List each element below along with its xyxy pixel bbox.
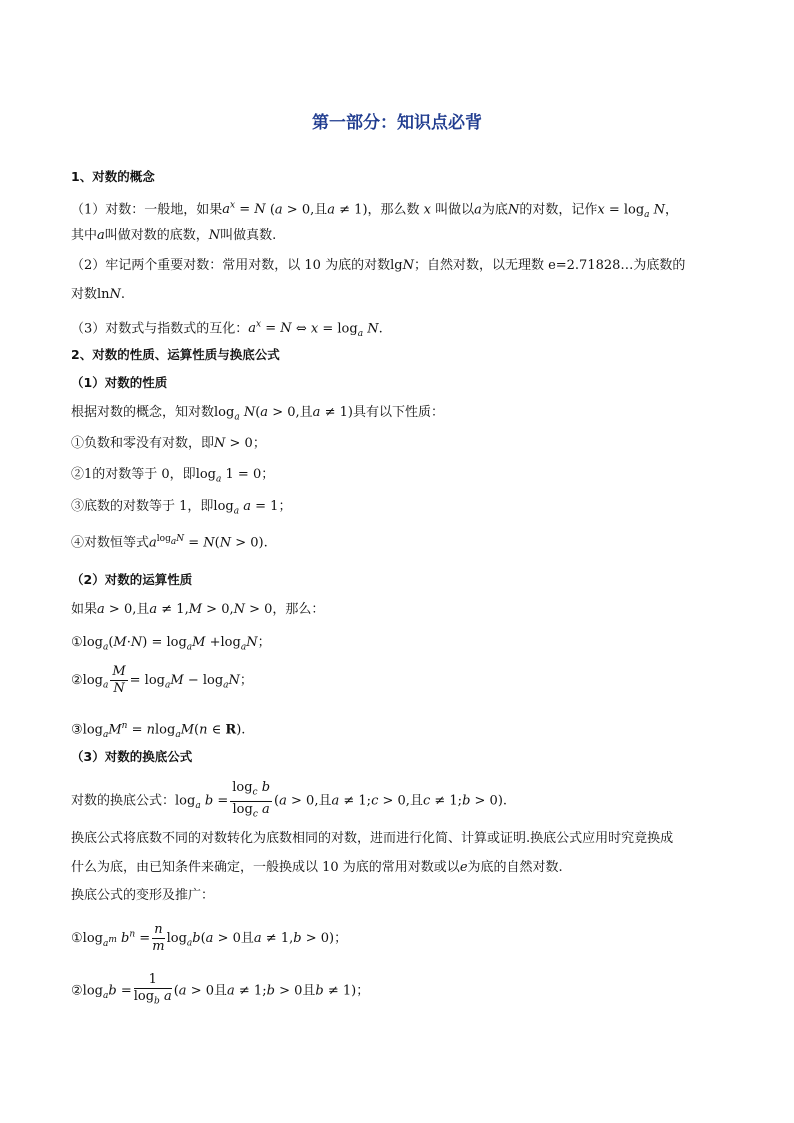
text: （2）牢记两个重要对数：常用对数，以 10 为底的对数 [71, 258, 391, 273]
text: 对数的换底公式： [71, 793, 176, 809]
text: 为底的自然对数. [467, 860, 563, 875]
text: ；自然对数，以无理数 e=2.71828…为底数的 [413, 258, 686, 273]
change-of-base-variants-heading: 换底公式的变形及推广： [71, 888, 215, 903]
text: ； [278, 499, 292, 514]
paragraph-1-2: （2）牢记两个重要对数：常用对数，以 10 为底的对数lgN；自然对数，以无理数 e=2.71828…为底数的 [71, 258, 686, 273]
property-4: ④对数恒等式$a^{log_aN} = N(N > 0)$. [71, 534, 268, 551]
text: ②1的对数等于 0，即 [71, 467, 196, 482]
text: （3）对数式与指数式的互化： [71, 321, 249, 337]
subheading-change-of-base: （3）对数的换底公式 [71, 749, 193, 764]
text: 如果 [71, 602, 98, 617]
text: . [378, 321, 383, 337]
text: ； [261, 467, 275, 482]
text: ； [334, 931, 348, 946]
paragraph-1-2-cont: 对数lnN. [71, 287, 126, 302]
text: ； [257, 635, 271, 650]
text: 什么为底，由已知条件来确定，一般换成以 10 为底的常用对数或以 [71, 860, 460, 875]
text: ①负数和零没有对数，即 [71, 436, 215, 451]
change-of-base-explain-1: 换底公式将底数不同的对数转化为底数相同的对数，进而进行化简、计算或证明.换底公式应用时究竟换成 [71, 831, 674, 846]
text: ， [665, 202, 679, 218]
text: ③ [71, 722, 83, 738]
properties-intro: 根据对数的概念，知对数$\log_a N(a > 0$,且a ≠ 1)具有以下性质： [71, 405, 444, 423]
property-2: ②1的对数等于 0，即$\log_a 1 = 0$； [71, 467, 275, 485]
text: . [502, 793, 508, 809]
text: ① [71, 931, 83, 946]
text: . [263, 535, 268, 551]
variant-1: $①\log_{a^m}$ $b^n$ = $\frac{n}{m}$ $\log_ab(a > 0$且a ≠ 1,b > 0)； [71, 922, 348, 954]
text: ； [252, 436, 266, 451]
text: 对数 [71, 287, 98, 302]
text: ； [356, 983, 370, 999]
page-title: 第一部分：知识点必背 [312, 113, 482, 133]
variant-2: $②\log_ab$ = $\frac{1}{\log_b a}$ (a > 0且a ≠ 1;b > 0且b ≠ 1)； [71, 972, 370, 1007]
text: . [120, 287, 126, 302]
operation-3: $③\log_aM^n = nlog_aM(n$ ∈ R). [71, 721, 246, 740]
formula: $a^x = N$ [222, 201, 266, 218]
text: 为底 [481, 202, 508, 218]
text: 根据对数的概念，知对数 [71, 405, 215, 420]
paragraph-1-1: （1）对数：一般地，如果$a^x = N$ (a > 0,且a ≠ 1)，那么数 x 叫做以a为底N的对数，记作$x = \log_a N$， [71, 201, 679, 220]
change-of-base-formula: 对数的换底公式：$\log_a b$ = $\frac{\log_c b}{\log_c a}$ (a > 0,且a ≠ 1;c > 0,且c ≠ 1;b > 0). [71, 780, 508, 820]
operations-condition: 如果a > 0,且a ≠ 1,M > 0,N > 0，那么： [71, 602, 325, 617]
subheading-properties: （1）对数的性质 [71, 375, 168, 390]
text: ； [239, 673, 253, 688]
text: 叫做真数. [220, 228, 277, 243]
text: ② [71, 983, 83, 999]
property-1: ①负数和零没有对数，即N > 0； [71, 436, 266, 451]
text: ，那么数 [367, 202, 424, 218]
text: ④对数恒等式 [71, 535, 150, 551]
text: ② [71, 673, 83, 688]
text: ① [71, 635, 83, 650]
text: （1）对数：一般地，如果 [71, 202, 223, 218]
text: 叫做以 [431, 202, 475, 218]
paragraph-1-3: （3）对数式与指数式的互化：$a^x = N$ ⇔ $x = \log_a N$. [71, 320, 383, 339]
change-of-base-explain-2: 什么为底，由已知条件来确定，一般换成以 10 为底的常用对数或以e为底的自然对数. [71, 860, 563, 875]
section-heading-2: 2、对数的性质、运算性质与换底公式 [71, 347, 280, 362]
text: . [241, 722, 246, 738]
subheading-operations: （2）对数的运算性质 [71, 572, 193, 587]
text: 叫做对数的底数， [104, 228, 209, 243]
property-3: ③底数的对数等于 1，即$\log_a a = 1$； [71, 499, 292, 517]
paragraph-1-1-cont: 其中a叫做对数的底数，N叫做真数. [71, 228, 277, 243]
text: ③底数的对数等于 1，即 [71, 499, 214, 514]
operation-1: $①\log_a(M\cdot N) = \log_aM +\log_aN$； [71, 635, 271, 653]
section-heading-1: 1、对数的概念 [71, 169, 155, 184]
text: ，那么： [272, 602, 325, 617]
text: 其中 [71, 228, 98, 243]
text: 的对数，记作 [519, 202, 598, 218]
text: 具有以下性质： [352, 405, 444, 420]
operation-2: $②\log_a$ $\frac{M}{N}$ = $\log_aM - \log_aN$； [71, 664, 253, 696]
